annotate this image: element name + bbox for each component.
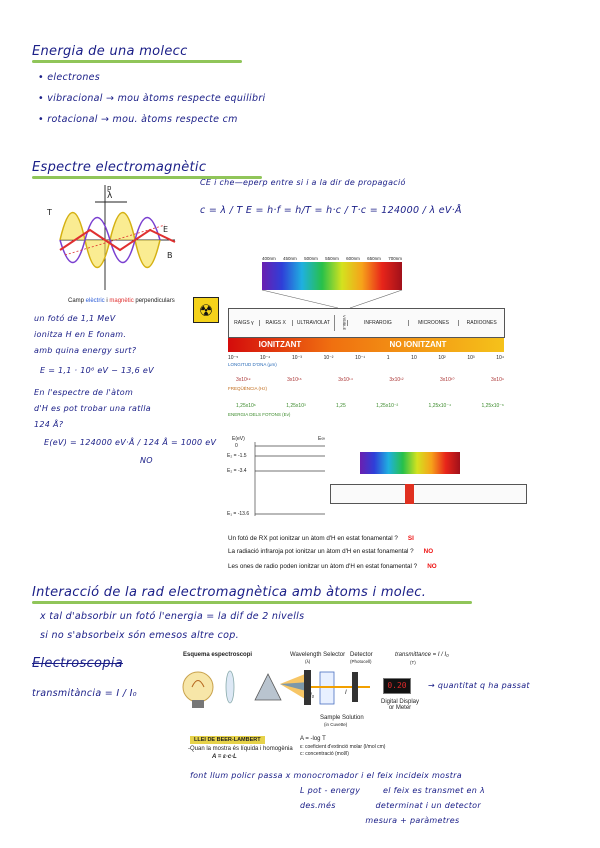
ionizing-label: IONITZANT xyxy=(228,338,332,352)
detector-sub: (Photocell) xyxy=(350,659,372,664)
wavelength-label: LONGITUD D'ONA (μm) xyxy=(228,362,277,367)
i0-label: I₀ xyxy=(310,693,315,699)
detector-label: Detector xyxy=(350,652,373,658)
bottom-note-line: des.més determinat i un detector xyxy=(300,801,481,810)
list-item: • rotacional → mou. àtoms respecte cm xyxy=(38,114,238,125)
list-item: • vibracional → mou àtoms respecte equilibri xyxy=(38,93,266,104)
energy-levels-diagram xyxy=(225,436,335,518)
small-spectrum-strip xyxy=(360,452,460,474)
title-underline xyxy=(32,60,242,63)
t-label: T xyxy=(47,208,52,217)
atom-note-line: d'H es pot trobar una ratlla xyxy=(34,404,151,413)
i-label: I xyxy=(345,690,347,696)
band-label: RAIGS X xyxy=(259,320,292,326)
beer-desc: -Quan la mostra és líquida i homogènia xyxy=(188,746,293,752)
spectrum-connector xyxy=(228,290,518,310)
spectrum-nm-row: 400nm 450nm 500nm 550nm 600nm 650nm 700nm xyxy=(262,256,402,261)
band-label: ULTRAVIOLAT xyxy=(292,320,335,326)
lambda-label: λ xyxy=(107,191,113,201)
sample-label: Sample Solution xyxy=(320,715,364,721)
question-row: Un fotó de RX pot ionitzar un àtom d'H en estat fonamental ? SI xyxy=(228,535,414,542)
band-label: VISIBLE xyxy=(334,315,347,330)
section3-title: Interacció de la rad electromagnètica amb àtoms i molec. xyxy=(32,585,427,600)
level-einf: E∞ xyxy=(318,436,325,442)
band-label: MICROONES xyxy=(408,320,459,326)
e-field-label: E xyxy=(163,225,169,234)
display-label: Digital Display or Meter xyxy=(380,699,419,711)
freq-label: FREQÜÈNCIA (Hz) xyxy=(228,386,268,391)
title-underline xyxy=(32,601,472,604)
right-note: → quantitat q ha passat xyxy=(428,681,530,690)
band-label: INFRAROIG xyxy=(347,320,408,326)
bands-row xyxy=(228,308,505,338)
beer-def: ε: coeficient d'extinció molar (l/mol cm) xyxy=(300,744,386,750)
level-zero: 0 xyxy=(235,443,238,449)
section3-line: x tal d'absorbir un fotó l'energia = la dif de 2 nivells xyxy=(40,611,305,622)
ionizing-bar xyxy=(228,338,504,352)
bottom-note-line: L pot - energy el feix es transmet en λ xyxy=(300,786,486,795)
photon-note-line: ionitza H en E fonam. xyxy=(34,330,127,339)
bottom-note-line: mesura + paràmetres xyxy=(300,816,460,825)
beer-title: LLEI DE BEER-LAMBERT xyxy=(190,736,265,744)
list-item: • electrones xyxy=(38,72,101,83)
atom-note-line: En l'espectre de l'àtom xyxy=(34,388,134,397)
atom-note-line: E(eV) = 124000 eV·Å / 124 Å = 1000 eV xyxy=(44,438,217,447)
transmittance-fig: transmittance = I / I₀ xyxy=(395,652,449,658)
section4-title: Electroscopia xyxy=(32,656,123,671)
section3-line: si no s'absorbeix són emesos altre cop. xyxy=(40,630,239,641)
photon-note-line: E = 1,1 · 10⁶ eV − 13,6 eV xyxy=(40,366,154,375)
non-ionizing-label: NO IONITZANT xyxy=(332,338,504,352)
transmittance-fig-sub: (T) xyxy=(410,660,416,665)
bottom-note-line: font llum policr passa x monocromador i el feix incideix mostra xyxy=(190,771,462,780)
digital-display: 0.20 xyxy=(383,678,411,694)
atom-note-line: 124 Å? xyxy=(34,420,64,429)
small-bands-row xyxy=(330,484,527,504)
wavelength-ticks: 10⁻⁵ 10⁻⁴ 10⁻³ 10⁻² 10⁻¹ 1 10 10² 10³ 10⁴ xyxy=(228,355,504,361)
beer-def: c: concentració (mol/l) xyxy=(300,751,349,757)
level-e1b: E₂ = -3.4 xyxy=(227,468,247,474)
b-field-label: B xyxy=(167,251,173,260)
beer-equation: A = ε·c·L xyxy=(212,754,237,760)
visible-marker xyxy=(405,484,414,504)
atom-note-answer: NO xyxy=(140,456,153,465)
wave-note: CE i che—eperp entre si i a la dir de propagació xyxy=(200,178,406,187)
schema-title: Esquema espectroscopi xyxy=(183,652,253,658)
wavelength-selector-label: Wavelength Selector xyxy=(290,652,346,658)
energy-label: ENERGIA DELS FOTONS (Ev) xyxy=(228,412,291,417)
em-wave-figure xyxy=(45,180,185,295)
levels-axis-label: E(eV) xyxy=(232,436,245,442)
level-e2: E₂ = -1.5 xyxy=(227,453,247,459)
section2-title: Espectre electromagnètic xyxy=(32,160,207,175)
energy-formula: c = λ / T E = h·f = h/T = h·c / T·c = 124000 / λ eV·Å xyxy=(200,205,462,216)
energy-ticks: 1,25x10⁶ 1,25x10³ 1,25 1,25x10⁻² 1,25x10⁻⁴ 1,25x10⁻⁶ xyxy=(236,403,504,409)
beer-def: A = -log T xyxy=(300,736,326,742)
band-label: RAIGS γ xyxy=(234,320,254,326)
photon-note-line: un fotó de 1,1 MeV xyxy=(34,314,116,323)
spectroscope-diagram xyxy=(180,662,380,717)
visible-spectrum-strip xyxy=(262,262,402,290)
question-row: Les ones de radio poden ionitzar un àtom d'H en estat fonamental ? NO xyxy=(228,563,437,570)
radiation-icon: ☢ xyxy=(193,297,219,323)
freq-ticks: 3x10¹⁹ 3x10¹⁶ 3x10¹⁴ 3x10¹² 3x10¹⁰ 3x10⁹ xyxy=(236,377,504,383)
ws-sub: (λ) xyxy=(305,659,311,664)
transmittance-note: transmitància = I / I₀ xyxy=(32,688,137,699)
p-label: p xyxy=(107,184,112,192)
question-row: La radiació infraroja pot ionitzar un àtom d'H en estat fonamental ? NO xyxy=(228,548,434,555)
sample-sub: (in Cuvette) xyxy=(324,722,348,727)
section1-title: Energia de una molecc xyxy=(32,44,188,59)
photon-note-line: amb quina energy surt? xyxy=(34,346,137,355)
level-e1: E₁ = -13.6 xyxy=(227,511,250,517)
wave-caption: Camp elèctric i magnètic perpendiculars xyxy=(68,298,175,304)
band-label: RADIOONES xyxy=(458,320,504,326)
